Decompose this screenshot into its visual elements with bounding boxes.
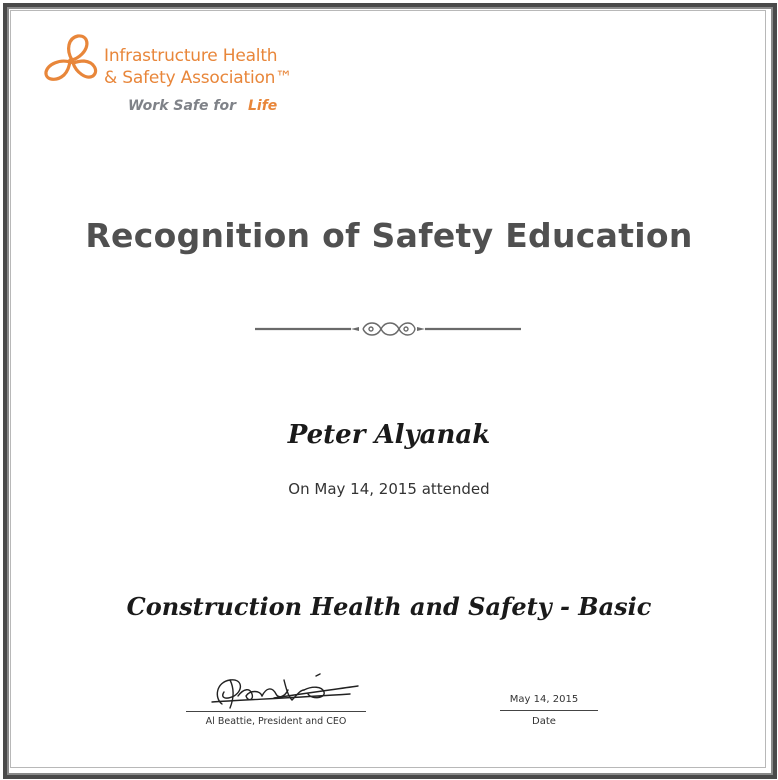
attendance-statement: On May 14, 2015 attended xyxy=(288,480,490,498)
organization-name-line-1: Infrastructure Health xyxy=(104,46,278,66)
signature-icon xyxy=(200,668,360,712)
organization-tagline: Work Safe for xyxy=(128,98,236,114)
date-value: May 14, 2015 xyxy=(509,694,579,705)
organization-logo xyxy=(42,32,302,132)
organization-name-line-2: & Safety Association™ xyxy=(104,68,293,88)
signatory-caption: Al Beattie, President and CEO xyxy=(205,716,347,727)
ornamental-divider xyxy=(255,318,521,340)
date-caption: Date xyxy=(532,716,556,727)
flourish-ornament-icon xyxy=(255,323,521,335)
certificate-title: Recognition of Safety Education xyxy=(85,216,693,255)
date-line xyxy=(500,710,598,711)
organization-tagline-accent: Life xyxy=(248,98,278,114)
trillium-logo-icon xyxy=(42,32,100,90)
course-name: Construction Health and Safety - Basic xyxy=(126,592,652,621)
signature-line xyxy=(186,711,366,712)
recipient-name: Peter Alyanak xyxy=(287,420,491,450)
